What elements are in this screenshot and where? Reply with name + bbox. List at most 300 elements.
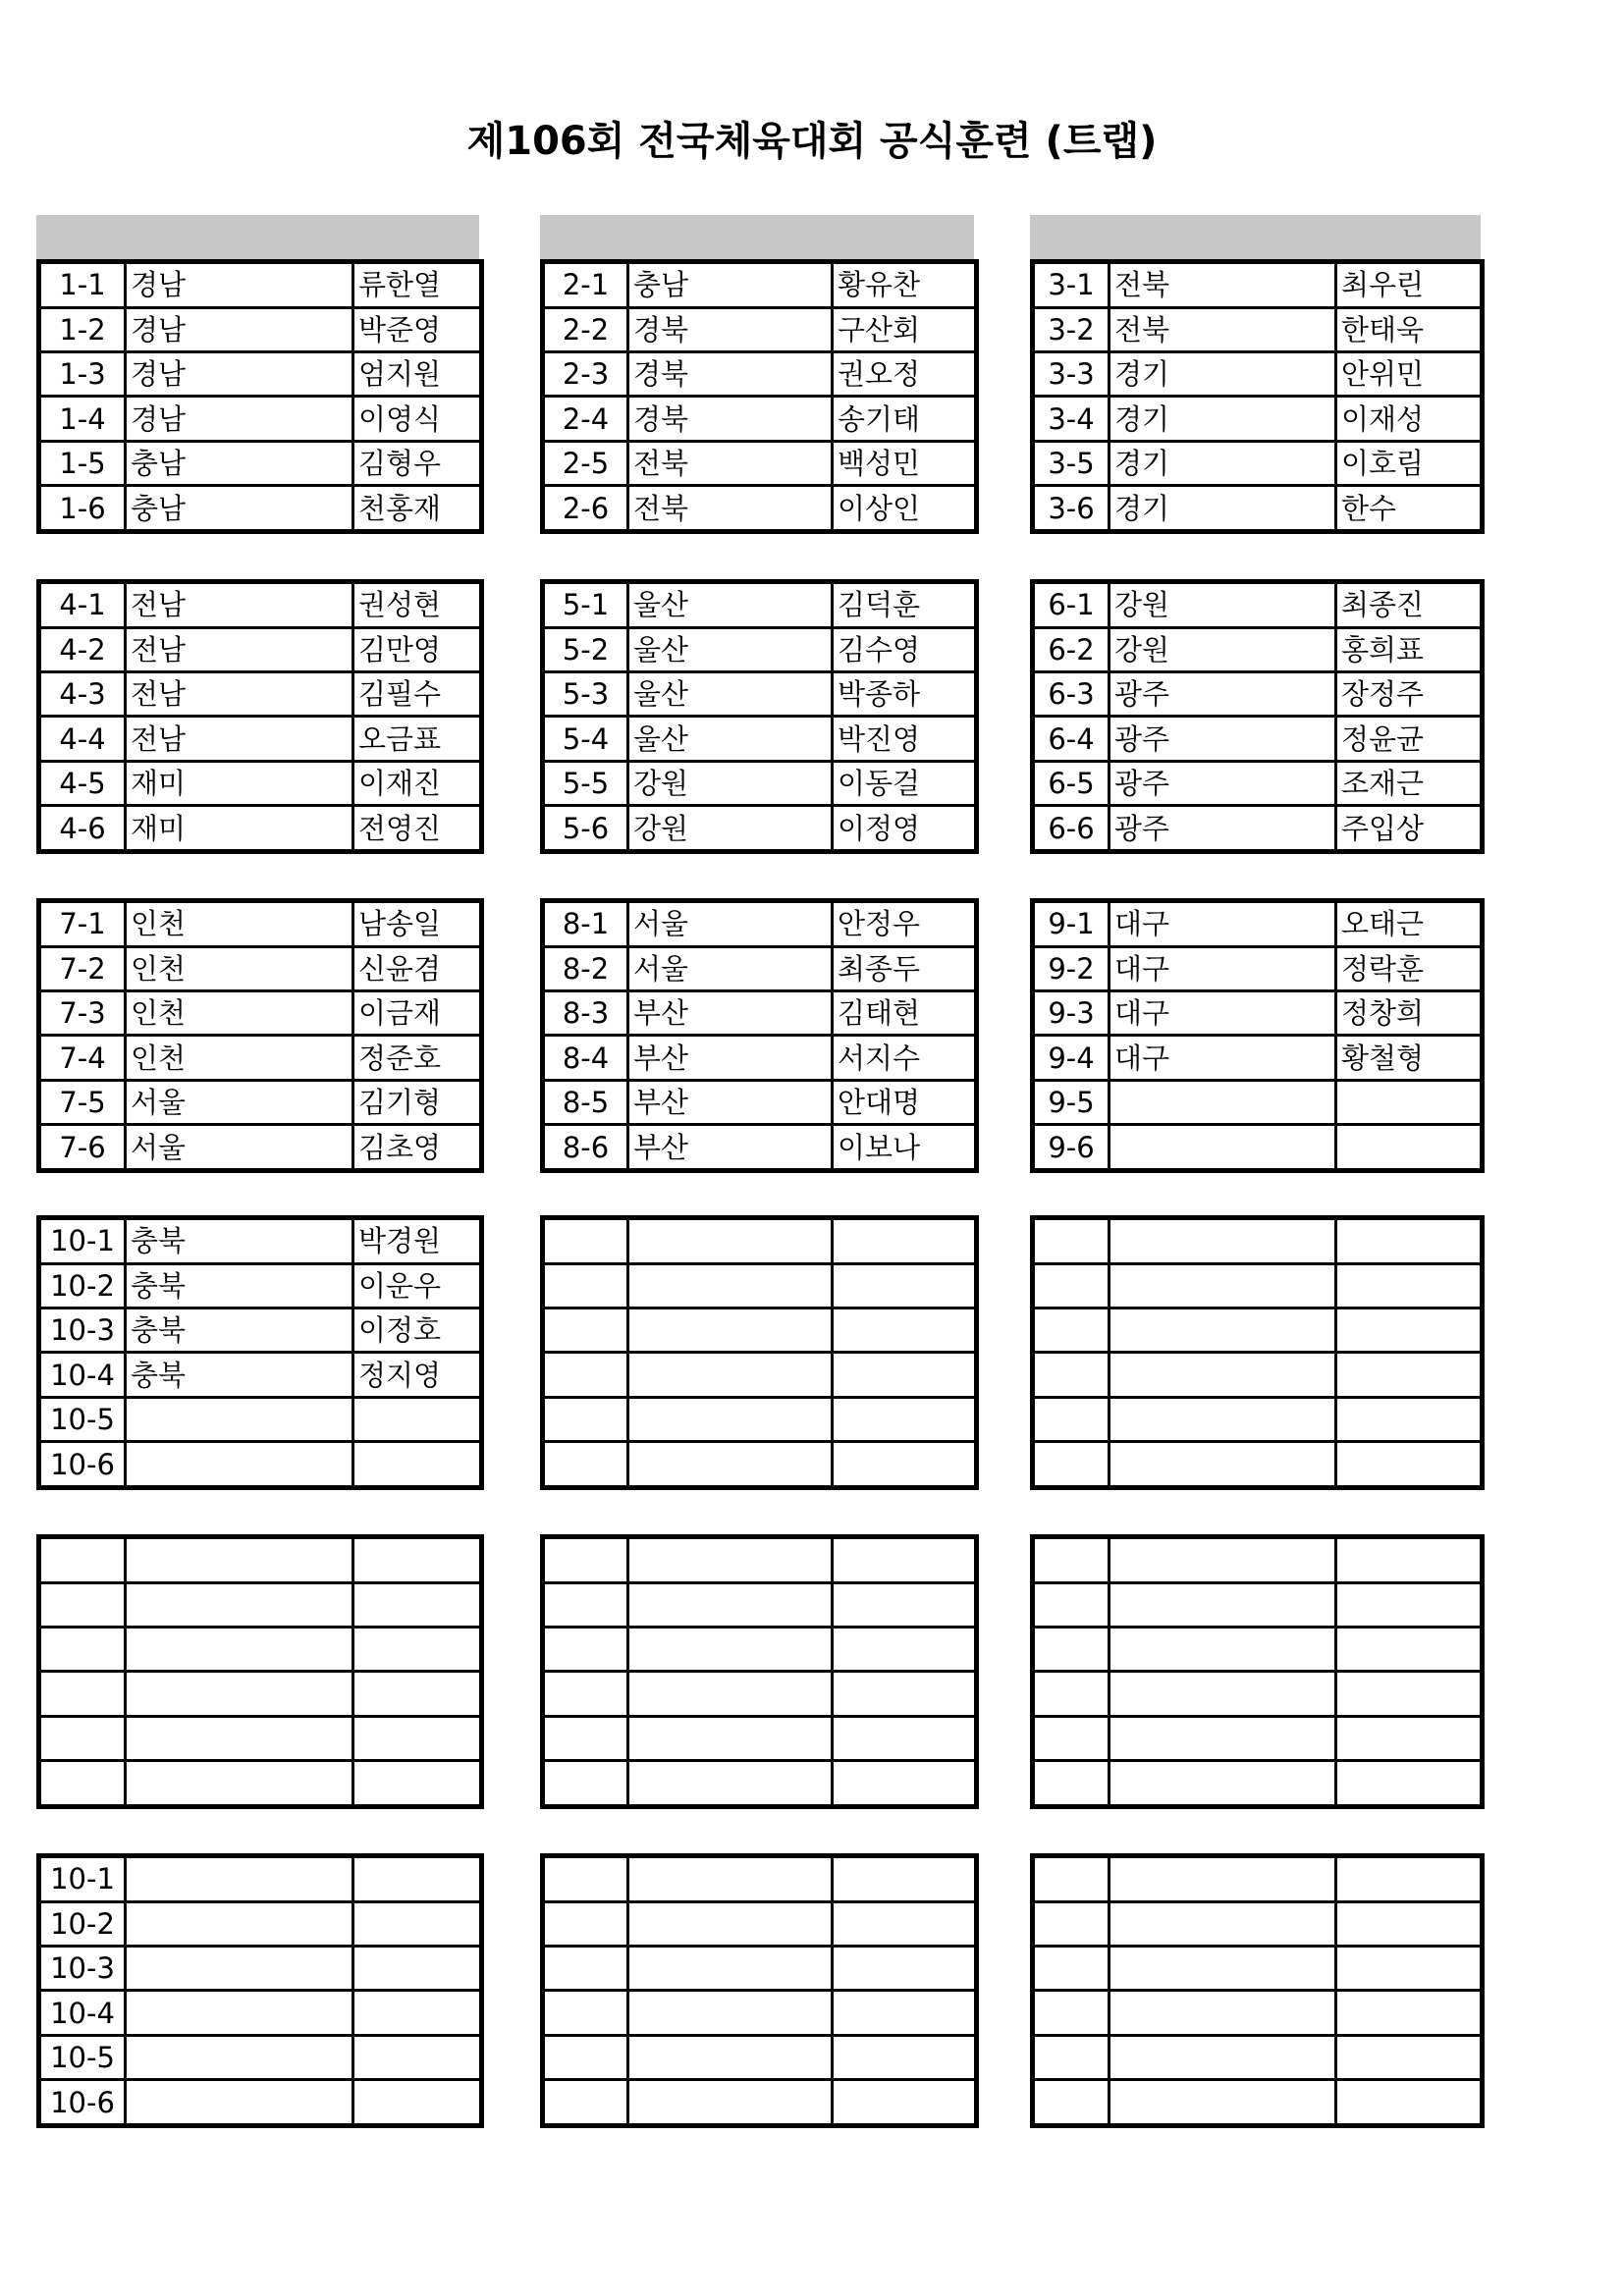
- table-row: [39, 1353, 482, 1397]
- athlete-name-cell: 류한열: [353, 262, 482, 308]
- table-row: [543, 1036, 977, 1080]
- athlete-name-cell: [1336, 1761, 1483, 1807]
- slot-number-cell: 5-2: [543, 627, 628, 671]
- slot-number-cell: 4-5: [39, 761, 126, 805]
- slot-number-cell: [1033, 1353, 1110, 1397]
- table-row: [39, 1856, 482, 1902]
- athlete-name-cell: 이정영: [833, 806, 977, 852]
- region-cell: [126, 1856, 353, 1902]
- slot-number-cell: [1033, 1397, 1110, 1441]
- athlete-name-cell: [353, 1901, 482, 1946]
- slot-number-cell: 3-2: [1033, 307, 1110, 351]
- table-row: [543, 1218, 977, 1264]
- slot-number-cell: 3-6: [1033, 486, 1110, 532]
- table-row: [39, 627, 482, 671]
- slot-number-cell: 4-3: [39, 672, 126, 717]
- slot-number-cell: [1033, 1628, 1110, 1672]
- region-cell: [126, 1991, 353, 2035]
- region-cell: 서울: [126, 1080, 353, 1124]
- athlete-name-cell: 정준호: [353, 1036, 482, 1080]
- slot-number-cell: [39, 1628, 126, 1672]
- region-cell: [628, 1901, 833, 1946]
- table-row: [543, 582, 977, 628]
- region-cell: [1110, 2080, 1336, 2126]
- table-row: [543, 1672, 977, 1716]
- athlete-name-cell: [833, 1991, 977, 2035]
- athlete-name-cell: [833, 1353, 977, 1397]
- table-row: [39, 1036, 482, 1080]
- table-row: [543, 1125, 977, 1171]
- athlete-name-cell: 황유찬: [833, 262, 977, 308]
- athlete-name-cell: 최우린: [1336, 262, 1483, 308]
- slot-number-cell: 6-5: [1033, 761, 1110, 805]
- slot-number-cell: [543, 1761, 628, 1807]
- slot-number-cell: [1033, 1716, 1110, 1760]
- table-row: [39, 806, 482, 852]
- table-row: [1033, 1125, 1483, 1171]
- slot-number-cell: [1033, 1761, 1110, 1807]
- athlete-name-cell: [833, 1397, 977, 1441]
- slot-number-cell: [543, 1353, 628, 1397]
- athlete-name-cell: [1336, 1125, 1483, 1171]
- region-cell: [1110, 1263, 1336, 1308]
- group-table: [36, 1853, 484, 2128]
- region-cell: 전북: [628, 486, 833, 532]
- group-table: [36, 898, 484, 1173]
- region-cell: [126, 2035, 353, 2079]
- athlete-name-cell: [833, 1761, 977, 1807]
- table-row: [543, 1397, 977, 1441]
- region-cell: 경남: [126, 397, 353, 441]
- region-cell: [1110, 1442, 1336, 1488]
- slot-number-cell: 1-6: [39, 486, 126, 532]
- table-row: [1033, 1761, 1483, 1807]
- athlete-name-cell: [833, 1218, 977, 1264]
- athlete-name-cell: [833, 1582, 977, 1627]
- athlete-name-cell: [353, 1442, 482, 1488]
- slot-number-cell: 1-1: [39, 262, 126, 308]
- group-table: [1030, 1215, 1485, 1490]
- athlete-name-cell: [1336, 1672, 1483, 1716]
- region-cell: [628, 2080, 833, 2126]
- slot-number-cell: 10-2: [39, 1901, 126, 1946]
- table-row: [543, 1856, 977, 1902]
- region-cell: [628, 1218, 833, 1264]
- region-cell: 강원: [628, 761, 833, 805]
- table-row: [39, 1263, 482, 1308]
- region-cell: [628, 1628, 833, 1672]
- column-header-bar-1: [36, 215, 479, 259]
- group-table: [540, 1853, 979, 2128]
- athlete-name-cell: [353, 1856, 482, 1902]
- slot-number-cell: 10-5: [39, 1397, 126, 1441]
- slot-number-cell: 7-4: [39, 1036, 126, 1080]
- slot-number-cell: 3-1: [1033, 262, 1110, 308]
- table-row: [543, 901, 977, 947]
- athlete-name-cell: [1336, 2035, 1483, 2079]
- slot-number-cell: [1033, 1947, 1110, 1991]
- athlete-name-cell: 권성현: [353, 582, 482, 628]
- region-cell: 대구: [1110, 946, 1336, 990]
- table-row: [1033, 1947, 1483, 1991]
- table-row: [1033, 627, 1483, 671]
- table-row: [1033, 1672, 1483, 1716]
- region-cell: 경북: [628, 352, 833, 397]
- table-row: [39, 1537, 482, 1583]
- group-table: [36, 579, 484, 854]
- slot-number-cell: [543, 1716, 628, 1760]
- athlete-name-cell: [1336, 1263, 1483, 1308]
- slot-number-cell: 10-1: [39, 1218, 126, 1264]
- region-cell: 울산: [628, 582, 833, 628]
- slot-number-cell: [1033, 1442, 1110, 1488]
- slot-number-cell: [1033, 1991, 1110, 2035]
- athlete-name-cell: 정창희: [1336, 991, 1483, 1036]
- slot-number-cell: [39, 1761, 126, 1807]
- region-cell: [1110, 1218, 1336, 1264]
- table-row: [543, 806, 977, 852]
- table-row: [39, 1442, 482, 1488]
- region-cell: [1110, 1901, 1336, 1946]
- group-table: [1030, 1853, 1485, 2128]
- table-row: [39, 397, 482, 441]
- region-cell: [126, 1442, 353, 1488]
- region-cell: 부산: [628, 991, 833, 1036]
- slot-number-cell: [543, 1442, 628, 1488]
- slot-number-cell: 7-1: [39, 901, 126, 947]
- slot-number-cell: 2-1: [543, 262, 628, 308]
- table-row: [1033, 806, 1483, 852]
- table-row: [543, 2035, 977, 2079]
- region-cell: [1110, 1582, 1336, 1627]
- table-row: [1033, 901, 1483, 947]
- region-cell: [628, 1397, 833, 1441]
- region-cell: 광주: [1110, 672, 1336, 717]
- athlete-name-cell: [833, 1537, 977, 1583]
- table-row: [39, 1761, 482, 1807]
- region-cell: 전남: [126, 717, 353, 761]
- table-row: [543, 1716, 977, 1760]
- region-cell: [1110, 1856, 1336, 1902]
- athlete-name-cell: [833, 1716, 977, 1760]
- region-cell: [628, 1672, 833, 1716]
- slot-number-cell: [39, 1537, 126, 1583]
- region-cell: 충북: [126, 1263, 353, 1308]
- athlete-name-cell: 전영진: [353, 806, 482, 852]
- region-cell: [1110, 1397, 1336, 1441]
- table-row: [39, 1672, 482, 1716]
- slot-number-cell: 5-1: [543, 582, 628, 628]
- athlete-name-cell: [353, 1672, 482, 1716]
- slot-number-cell: 7-6: [39, 1125, 126, 1171]
- table-row: [39, 901, 482, 947]
- athlete-name-cell: 엄지원: [353, 352, 482, 397]
- athlete-name-cell: 이호림: [1336, 441, 1483, 485]
- region-cell: [126, 2080, 353, 2126]
- slot-number-cell: 10-1: [39, 1856, 126, 1902]
- table-row: [1033, 1991, 1483, 2035]
- region-cell: 전남: [126, 627, 353, 671]
- slot-number-cell: [1033, 1263, 1110, 1308]
- slot-number-cell: 8-3: [543, 991, 628, 1036]
- table-row: [39, 1218, 482, 1264]
- region-cell: [628, 1716, 833, 1760]
- table-row: [1033, 1353, 1483, 1397]
- athlete-name-cell: [1336, 1218, 1483, 1264]
- region-cell: 광주: [1110, 761, 1336, 805]
- slot-number-cell: 9-2: [1033, 946, 1110, 990]
- athlete-name-cell: [353, 1761, 482, 1807]
- table-row: [1033, 2080, 1483, 2126]
- slot-number-cell: 10-4: [39, 1991, 126, 2035]
- athlete-name-cell: 안정우: [833, 901, 977, 947]
- table-row: [543, 1308, 977, 1353]
- slot-number-cell: [39, 1672, 126, 1716]
- table-row: [39, 717, 482, 761]
- region-cell: [1110, 1716, 1336, 1760]
- slot-number-cell: 7-2: [39, 946, 126, 990]
- table-row: [543, 352, 977, 397]
- region-cell: 인천: [126, 946, 353, 990]
- region-cell: 대구: [1110, 991, 1336, 1036]
- athlete-name-cell: 이영식: [353, 397, 482, 441]
- region-cell: 충북: [126, 1353, 353, 1397]
- region-cell: [126, 1628, 353, 1672]
- slot-number-cell: [543, 1901, 628, 1946]
- region-cell: [126, 1397, 353, 1441]
- athlete-name-cell: 백성민: [833, 441, 977, 485]
- slot-number-cell: 1-3: [39, 352, 126, 397]
- slot-number-cell: 9-5: [1033, 1080, 1110, 1124]
- table-row: [39, 1397, 482, 1441]
- slot-number-cell: 5-3: [543, 672, 628, 717]
- slot-number-cell: 1-4: [39, 397, 126, 441]
- slot-number-cell: 8-1: [543, 901, 628, 947]
- slot-number-cell: [1033, 1856, 1110, 1902]
- table-row: [39, 991, 482, 1036]
- table-row: [543, 1901, 977, 1946]
- table-row: [39, 307, 482, 351]
- region-cell: 광주: [1110, 717, 1336, 761]
- slot-number-cell: 8-6: [543, 1125, 628, 1171]
- table-row: [1033, 1856, 1483, 1902]
- region-cell: [628, 2035, 833, 2079]
- table-row: [543, 441, 977, 485]
- region-cell: 전북: [628, 441, 833, 485]
- table-row: [543, 1537, 977, 1583]
- region-cell: 재미: [126, 761, 353, 805]
- slot-number-cell: 6-2: [1033, 627, 1110, 671]
- table-row: [543, 397, 977, 441]
- athlete-name-cell: [833, 2080, 977, 2126]
- slot-number-cell: 6-4: [1033, 717, 1110, 761]
- slot-number-cell: [543, 1672, 628, 1716]
- athlete-name-cell: [833, 1856, 977, 1902]
- athlete-name-cell: 한수: [1336, 486, 1483, 532]
- region-cell: 울산: [628, 627, 833, 671]
- region-cell: [628, 1263, 833, 1308]
- athlete-name-cell: 정락훈: [1336, 946, 1483, 990]
- region-cell: 대구: [1110, 901, 1336, 947]
- athlete-name-cell: 김기형: [353, 1080, 482, 1124]
- region-cell: 부산: [628, 1080, 833, 1124]
- region-cell: [1110, 1537, 1336, 1583]
- slot-number-cell: 2-3: [543, 352, 628, 397]
- table-row: [543, 1442, 977, 1488]
- region-cell: 인천: [126, 991, 353, 1036]
- athlete-name-cell: [353, 2080, 482, 2126]
- region-cell: 경남: [126, 307, 353, 351]
- athlete-name-cell: [1336, 2080, 1483, 2126]
- table-row: [1033, 1218, 1483, 1264]
- region-cell: 인천: [126, 1036, 353, 1080]
- region-cell: [1110, 1991, 1336, 2035]
- athlete-name-cell: [833, 2035, 977, 2079]
- table-row: [1033, 946, 1483, 990]
- table-row: [1033, 1397, 1483, 1441]
- slot-number-cell: 3-4: [1033, 397, 1110, 441]
- group-table: [1030, 898, 1485, 1173]
- region-cell: [1110, 1761, 1336, 1807]
- region-cell: [126, 1537, 353, 1583]
- slot-number-cell: [543, 1308, 628, 1353]
- slot-number-cell: [39, 1716, 126, 1760]
- region-cell: 전북: [1110, 262, 1336, 308]
- group-table: [36, 1215, 484, 1490]
- region-cell: [1110, 1628, 1336, 1672]
- region-cell: 서울: [628, 901, 833, 947]
- table-row: [1033, 1308, 1483, 1353]
- slot-number-cell: 2-2: [543, 307, 628, 351]
- region-cell: [1110, 2035, 1336, 2079]
- slot-number-cell: 6-1: [1033, 582, 1110, 628]
- table-row: [39, 1080, 482, 1124]
- athlete-name-cell: 김수영: [833, 627, 977, 671]
- athlete-name-cell: 홍희표: [1336, 627, 1483, 671]
- table-row: [1033, 1080, 1483, 1124]
- athlete-name-cell: [1336, 1716, 1483, 1760]
- athlete-name-cell: [353, 1537, 482, 1583]
- group-table: [540, 1215, 979, 1490]
- page-title: 제106회 전국체육대회 공식훈련 (트랩): [466, 119, 1158, 164]
- athlete-name-cell: [353, 2035, 482, 2079]
- athlete-name-cell: 황철형: [1336, 1036, 1483, 1080]
- athlete-name-cell: 서지수: [833, 1036, 977, 1080]
- region-cell: 충남: [126, 441, 353, 485]
- slot-number-cell: [543, 1856, 628, 1902]
- region-cell: 대구: [1110, 1036, 1336, 1080]
- table-row: [543, 486, 977, 532]
- athlete-name-cell: [833, 1672, 977, 1716]
- table-row: [39, 2080, 482, 2126]
- athlete-name-cell: 최종진: [1336, 582, 1483, 628]
- table-row: [1033, 262, 1483, 308]
- table-row: [1033, 441, 1483, 485]
- group-table: [1030, 579, 1485, 854]
- athlete-name-cell: [833, 1901, 977, 1946]
- athlete-name-cell: 이재성: [1336, 397, 1483, 441]
- table-row: [39, 1991, 482, 2035]
- athlete-name-cell: 주입상: [1336, 806, 1483, 852]
- slot-number-cell: [1033, 2035, 1110, 2079]
- table-row: [1033, 1716, 1483, 1760]
- slot-number-cell: [1033, 1672, 1110, 1716]
- athlete-name-cell: 이정호: [353, 1308, 482, 1353]
- region-cell: 충남: [628, 262, 833, 308]
- slot-number-cell: 10-6: [39, 1442, 126, 1488]
- slot-number-cell: [1033, 1308, 1110, 1353]
- slot-number-cell: 6-3: [1033, 672, 1110, 717]
- table-row: [39, 1582, 482, 1627]
- table-row: [543, 1080, 977, 1124]
- slot-number-cell: 5-4: [543, 717, 628, 761]
- athlete-name-cell: 최종두: [833, 946, 977, 990]
- slot-number-cell: 10-3: [39, 1308, 126, 1353]
- slot-number-cell: 9-1: [1033, 901, 1110, 947]
- athlete-name-cell: [1336, 1582, 1483, 1627]
- slot-number-cell: 8-5: [543, 1080, 628, 1124]
- slot-number-cell: 4-1: [39, 582, 126, 628]
- group-table: [1030, 1534, 1485, 1809]
- slot-number-cell: 9-4: [1033, 1036, 1110, 1080]
- table-row: [543, 1263, 977, 1308]
- region-cell: 경기: [1110, 486, 1336, 532]
- athlete-name-cell: [1336, 1080, 1483, 1124]
- slot-number-cell: [543, 1263, 628, 1308]
- athlete-name-cell: 김덕훈: [833, 582, 977, 628]
- table-row: [1033, 307, 1483, 351]
- athlete-name-cell: [833, 1442, 977, 1488]
- table-row: [1033, 2035, 1483, 2079]
- slot-number-cell: 3-5: [1033, 441, 1110, 485]
- region-cell: [126, 1947, 353, 1991]
- table-row: [543, 717, 977, 761]
- athlete-name-cell: [1336, 1628, 1483, 1672]
- athlete-name-cell: [1336, 1901, 1483, 1946]
- athlete-name-cell: 신윤겸: [353, 946, 482, 990]
- table-row: [39, 1628, 482, 1672]
- table-row: [1033, 397, 1483, 441]
- region-cell: [628, 1761, 833, 1807]
- table-row: [1033, 717, 1483, 761]
- region-cell: [1110, 1672, 1336, 1716]
- slot-number-cell: [39, 1582, 126, 1627]
- region-cell: [126, 1582, 353, 1627]
- table-row: [39, 441, 482, 485]
- athlete-name-cell: 안위민: [1336, 352, 1483, 397]
- region-cell: 인천: [126, 901, 353, 947]
- table-row: [1033, 1442, 1483, 1488]
- slot-number-cell: [1033, 1218, 1110, 1264]
- table-row: [543, 307, 977, 351]
- region-cell: 경남: [126, 352, 353, 397]
- athlete-name-cell: [353, 1716, 482, 1760]
- table-row: [1033, 991, 1483, 1036]
- region-cell: [628, 1442, 833, 1488]
- table-row: [39, 672, 482, 717]
- table-row: [39, 352, 482, 397]
- athlete-name-cell: 이재진: [353, 761, 482, 805]
- slot-number-cell: 2-6: [543, 486, 628, 532]
- region-cell: 강원: [1110, 627, 1336, 671]
- athlete-name-cell: [1336, 1353, 1483, 1397]
- athlete-name-cell: 남송일: [353, 901, 482, 947]
- table-row: [543, 2080, 977, 2126]
- group-table: [1030, 259, 1485, 534]
- table-row: [39, 486, 482, 532]
- region-cell: [628, 1582, 833, 1627]
- region-cell: 충북: [126, 1218, 353, 1264]
